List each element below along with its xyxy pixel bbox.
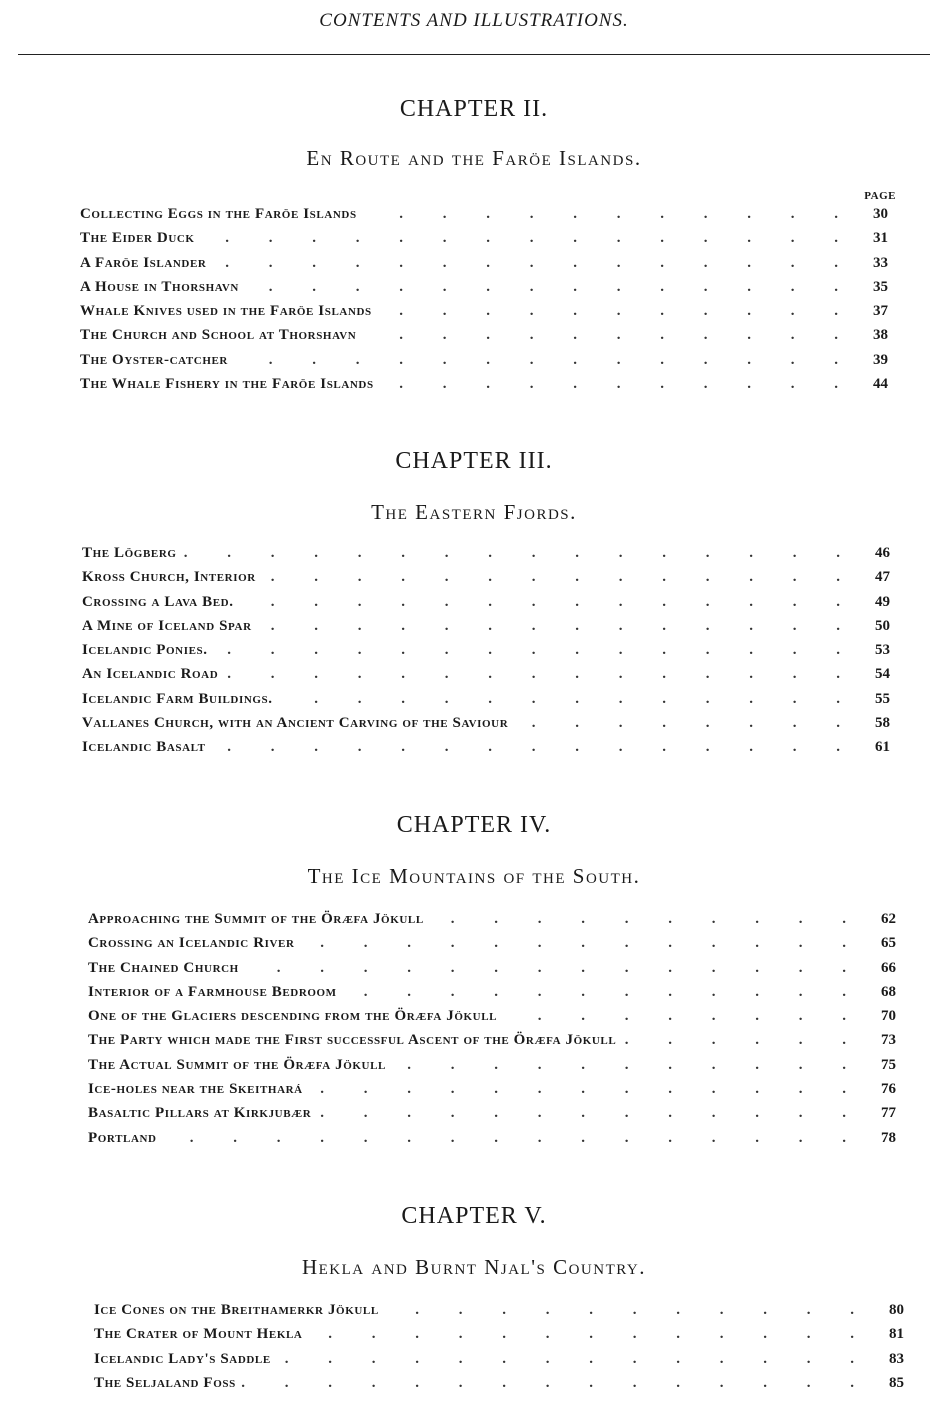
dot-leader bbox=[256, 618, 858, 635]
entry-title: The Party which made the First successful Ascent of the Öræfa Jökull bbox=[88, 1032, 617, 1049]
entry-page-number: 70 bbox=[881, 1008, 896, 1025]
header-rule bbox=[18, 54, 930, 55]
entry-title: A Mine of Iceland Spar bbox=[82, 617, 252, 634]
entry-page-number: 54 bbox=[875, 666, 890, 683]
dot-leader bbox=[307, 1081, 864, 1098]
dot-leader bbox=[341, 984, 864, 1001]
entry-title: Ice Cones on the Breithamerkr Jökull bbox=[94, 1302, 379, 1318]
toc-entry bbox=[80, 279, 888, 303]
dot-leader bbox=[232, 352, 856, 369]
toc-entry bbox=[88, 1008, 896, 1032]
toc-entry bbox=[82, 594, 890, 618]
entry-page-number: 62 bbox=[881, 911, 896, 927]
entry-page-number: 53 bbox=[875, 642, 890, 659]
entry-title: The Oyster-catcher bbox=[80, 351, 228, 368]
dot-leader bbox=[361, 206, 856, 223]
entry-title: The Church and School at Thorshavn bbox=[80, 327, 357, 344]
entry-page-number: 76 bbox=[881, 1081, 896, 1098]
dot-leader bbox=[199, 230, 856, 247]
entry-title: Icelandic Farm Buildings. bbox=[82, 690, 273, 707]
dot-leader bbox=[277, 691, 858, 708]
entry-title: The Actual Summit of the Öræfa Jökull bbox=[88, 1056, 386, 1073]
entry-page-number: 58 bbox=[875, 715, 890, 732]
entry-page-number: 66 bbox=[881, 959, 896, 976]
toc-entry bbox=[88, 1057, 896, 1081]
entry-page-number: 68 bbox=[881, 983, 896, 1000]
entry-page-number: 31 bbox=[873, 230, 888, 247]
dot-leader bbox=[210, 255, 856, 272]
entry-title: Ice-holes near the Skeithará bbox=[88, 1081, 303, 1098]
toc-entry bbox=[80, 303, 888, 327]
dot-leader bbox=[512, 715, 858, 732]
toc-entry bbox=[82, 691, 890, 715]
dot-leader bbox=[260, 569, 858, 586]
toc-entry bbox=[88, 960, 896, 984]
entry-title: The Seljaland Foss bbox=[94, 1374, 236, 1391]
entry-title: The Eider Duck bbox=[80, 230, 195, 247]
entry-page-number: 78 bbox=[881, 1129, 896, 1146]
entry-page-number: 44 bbox=[873, 376, 888, 393]
entry-page-number: 83 bbox=[889, 1350, 904, 1367]
dot-leader bbox=[212, 642, 858, 659]
toc-entry bbox=[94, 1375, 904, 1399]
entry-title: The Crater of Mount Hekla bbox=[94, 1326, 303, 1343]
entry-page-number: 61 bbox=[875, 739, 890, 756]
chapter-entries bbox=[82, 545, 890, 764]
entry-title: Kross Church, Interior bbox=[82, 569, 256, 586]
entry-title: Interior of a Farmhouse Bedroom bbox=[88, 983, 337, 1000]
entry-title: Crossing a Lava Bed. bbox=[82, 593, 234, 610]
entry-page-number: 46 bbox=[875, 545, 890, 561]
entry-page-number: 81 bbox=[889, 1326, 904, 1343]
entry-title: One of the Glaciers descending from the Öræfa Jökull bbox=[88, 1008, 498, 1025]
toc-entry bbox=[80, 206, 888, 230]
chapter-title: CHAPTER II. bbox=[399, 96, 549, 122]
chapter-subtitle: En Route and the Faröe Islands. bbox=[306, 146, 642, 170]
dot-leader bbox=[376, 303, 856, 320]
entry-title: A Faröe Islander bbox=[80, 254, 207, 271]
toc-entry bbox=[82, 618, 890, 642]
toc-entry bbox=[94, 1326, 904, 1350]
entry-title: Vallanes Church, with an Ancient Carving of the Saviour bbox=[82, 715, 509, 732]
entry-title: Crossing an Icelandic River bbox=[88, 935, 295, 952]
toc-entry bbox=[80, 327, 888, 351]
toc-entry bbox=[80, 255, 888, 279]
entry-title: A House in Thorshavn bbox=[80, 278, 239, 295]
entry-title: Whale Knives used in the Faröe Islands bbox=[80, 303, 372, 320]
toc-entry bbox=[88, 935, 896, 959]
dot-leader bbox=[238, 594, 858, 611]
chapter-entries bbox=[80, 206, 888, 400]
entry-title: The Lögberg bbox=[82, 545, 177, 561]
dot-leader bbox=[240, 1375, 872, 1392]
dot-leader bbox=[161, 1130, 864, 1147]
entry-page-number: 80 bbox=[889, 1302, 904, 1318]
dot-leader bbox=[315, 1105, 864, 1122]
entry-title: An Icelandic Road bbox=[82, 666, 219, 683]
dot-leader bbox=[501, 1008, 864, 1025]
toc-entry bbox=[82, 642, 890, 666]
entry-page-number: 55 bbox=[875, 690, 890, 707]
entry-title: Portland bbox=[88, 1129, 157, 1146]
entry-title: Icelandic Basalt bbox=[82, 739, 206, 756]
chapter-entries bbox=[94, 1302, 904, 1399]
entry-page-number: 30 bbox=[873, 206, 888, 222]
dot-leader bbox=[243, 279, 856, 296]
entry-page-number: 35 bbox=[873, 278, 888, 295]
toc-entry bbox=[82, 666, 890, 690]
dot-leader bbox=[383, 1302, 872, 1319]
toc-entry bbox=[94, 1302, 904, 1326]
toc-entry bbox=[80, 230, 888, 254]
chapter-title: CHAPTER V. bbox=[401, 1203, 547, 1229]
dot-leader bbox=[306, 1326, 872, 1343]
entry-page-number: 65 bbox=[881, 935, 896, 952]
toc-entry bbox=[88, 1081, 896, 1105]
toc-entry bbox=[82, 545, 890, 569]
toc-entry bbox=[80, 376, 888, 400]
chapter-subtitle: The Eastern Fjords. bbox=[371, 500, 577, 524]
chapter-title: CHAPTER IV. bbox=[396, 812, 552, 838]
entry-title: Icelandic Lady's Saddle bbox=[94, 1350, 271, 1367]
toc-entry bbox=[82, 569, 890, 593]
dot-leader bbox=[360, 327, 856, 344]
dot-leader bbox=[222, 666, 858, 683]
entry-page-number: 73 bbox=[881, 1032, 896, 1049]
chapter-subtitle: The Ice Mountains of the South. bbox=[307, 864, 641, 888]
dot-leader bbox=[428, 911, 864, 928]
toc-entry bbox=[82, 715, 890, 739]
entry-title: Basaltic Pillars at Kirkjubær bbox=[88, 1105, 312, 1122]
entry-page-number: 39 bbox=[873, 351, 888, 368]
toc-entry bbox=[82, 739, 890, 763]
entry-page-number: 38 bbox=[873, 327, 888, 344]
dot-leader bbox=[390, 1057, 864, 1074]
entry-title: The Chained Church bbox=[88, 959, 239, 976]
toc-entry bbox=[88, 984, 896, 1008]
entry-page-number: 47 bbox=[875, 569, 890, 586]
entry-page-number: 85 bbox=[889, 1374, 904, 1391]
entry-page-number: 77 bbox=[881, 1105, 896, 1122]
toc-entry bbox=[80, 352, 888, 376]
entry-title: Collecting Eggs in the Faröe Islands bbox=[80, 206, 357, 222]
entry-page-number: 33 bbox=[873, 254, 888, 271]
dot-leader bbox=[620, 1032, 864, 1049]
toc-entry bbox=[88, 1032, 896, 1056]
page-column-label: PAGE bbox=[864, 190, 896, 202]
chapter-title: CHAPTER III. bbox=[395, 448, 553, 474]
chapter-entries bbox=[88, 911, 896, 1154]
dot-leader bbox=[378, 376, 856, 393]
entry-page-number: 49 bbox=[875, 593, 890, 610]
entry-page-number: 75 bbox=[881, 1056, 896, 1073]
dot-leader bbox=[210, 739, 858, 756]
toc-entry bbox=[88, 1130, 896, 1154]
toc-entry bbox=[88, 911, 896, 935]
dot-leader bbox=[299, 935, 864, 952]
entry-title: Approaching the Summit of the Öræfa Jökull bbox=[88, 911, 424, 927]
dot-leader bbox=[181, 545, 858, 562]
entry-title: Icelandic Ponies. bbox=[82, 642, 208, 659]
chapter-subtitle: Hekla and Burnt Njal's Country. bbox=[301, 1255, 647, 1279]
dot-leader bbox=[243, 960, 864, 977]
entry-title: The Whale Fishery in the Faröe Islands bbox=[80, 376, 374, 393]
running-head: CONTENTS AND ILLUSTRATIONS. bbox=[319, 10, 629, 31]
entry-page-number: 37 bbox=[873, 303, 888, 320]
dot-leader bbox=[275, 1351, 872, 1368]
toc-entry bbox=[88, 1105, 896, 1129]
entry-page-number: 50 bbox=[875, 617, 890, 634]
toc-entry bbox=[94, 1351, 904, 1375]
